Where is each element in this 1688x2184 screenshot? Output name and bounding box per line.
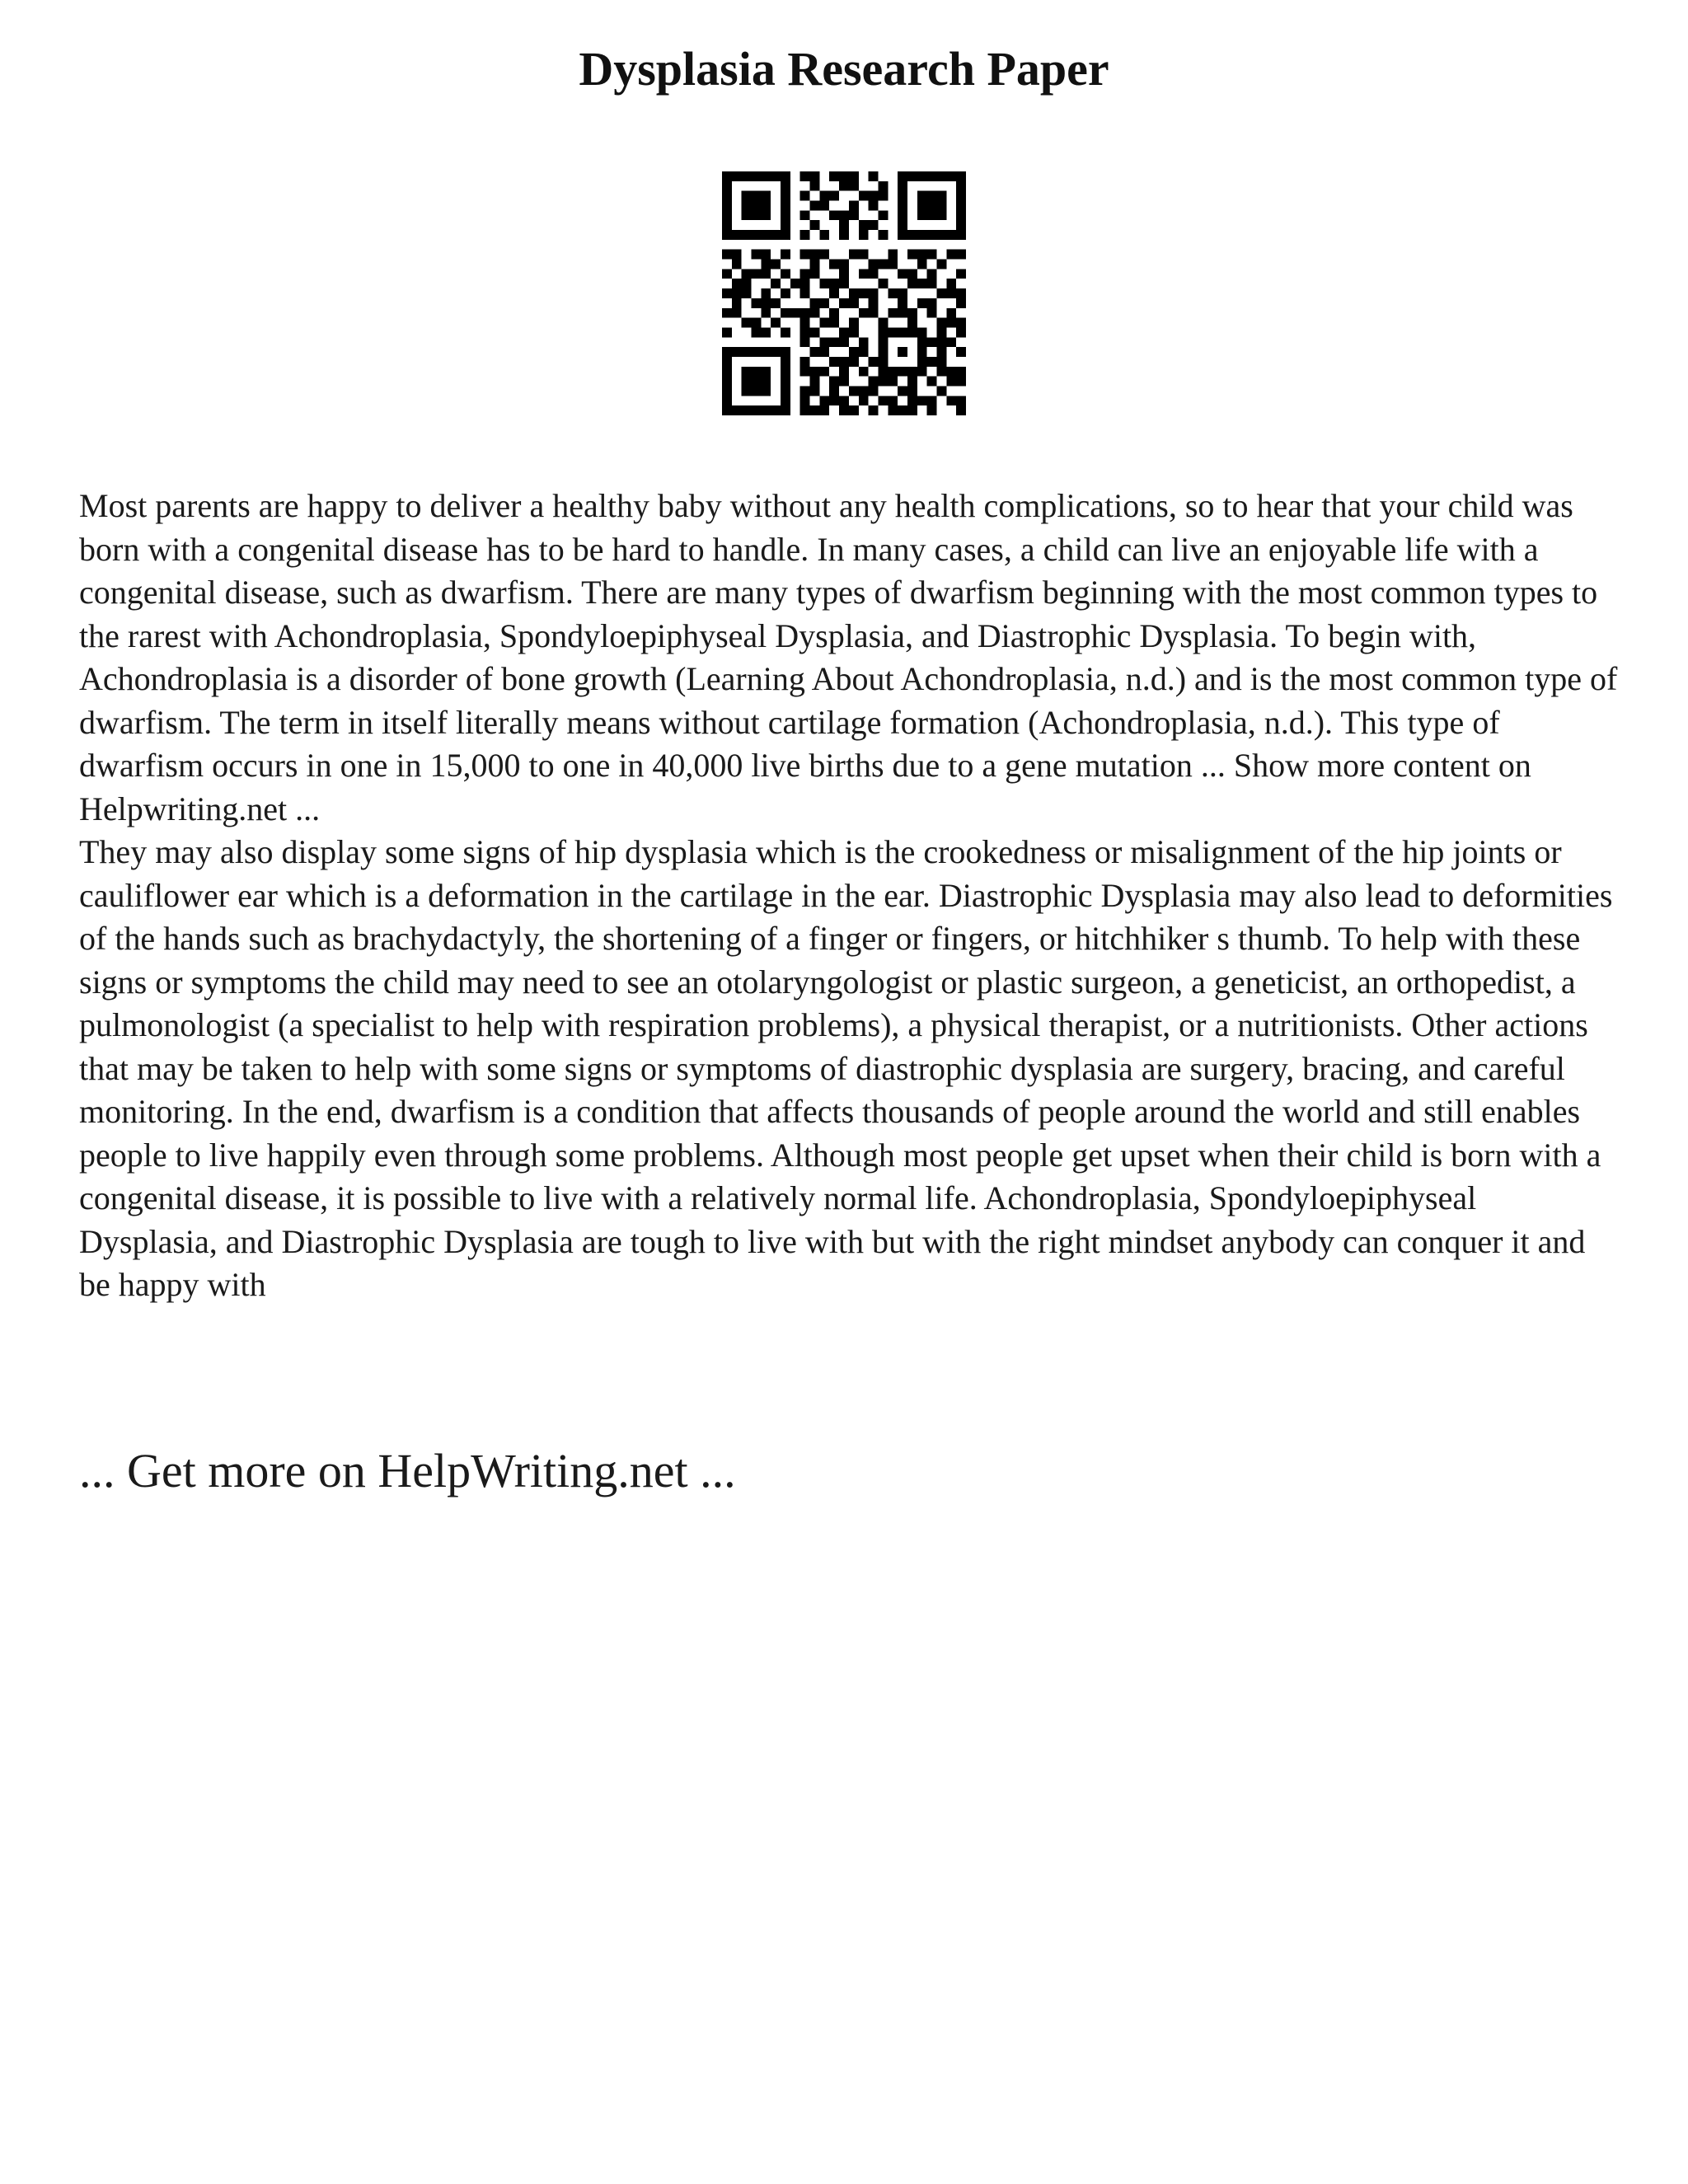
get-more-link-text: ... Get more on HelpWriting.net ... xyxy=(79,1444,736,1497)
qr-code-icon xyxy=(722,171,966,415)
paragraph-intro: Most parents are happy to deliver a healthy baby without any health complications, so to hear that your child was born with a congenital disease has to be hard to handle. In many cases, a child can live an enjoyable life with a congenital disease, such as dwarfism. There are many types of dwarfism beginning with the most common types to the rarest with Achondroplasia, Spondyloepiphyseal Dysplasia, and Diastrophic Dysplasia. To begin with, Achondroplasia is a disorder of bone growth (Learning About Achondroplasia, n.d.) and is the most common type of dwarfism. The term in itself literally means without cartilage formation (Achondroplasia, n.d.). This type of dwarfism occurs in one in 15,000 to one in 40,000 live births due to a gene mutation ... Show more content on Helpwriting.net ... xyxy=(79,487,1618,827)
page-title: Dysplasia Research Paper xyxy=(579,42,1109,96)
article-body xyxy=(79,485,1620,1307)
paragraph-conclusion: They may also display some signs of hip dysplasia which is the crookedness or misalignment of the hip joints or cauliflower ear which is a deformation in the cartilage in the ear. Diastrophic Dysplasia may also lead to deformities of the hands such as brachydactyly, the shortening of a finger or fingers, or hitchhiker s thumb. To help with these signs or symptoms the child may need to see an otolaryngologist or plastic surgeon, a geneticist, an orthopedist, a pulmonologist (a specialist to help with respiration problems), a physical therapist, or a nutritionists. Other actions that may be taken to help with some signs or symptoms of diastrophic dysplasia are surgery, bracing, and careful monitoring. In the end, dwarfism is a condition that affects thousands of people around the world and still enables people to live happily even through some problems. Although most people get upset when their child is born with a congenital disease, it is possible to live with a relatively normal life. Achondroplasia, Spondyloepiphyseal Dysplasia, and Diastrophic Dysplasia are tough to live with but with the right mindset anybody can conquer it and be happy with xyxy=(79,833,1613,1303)
